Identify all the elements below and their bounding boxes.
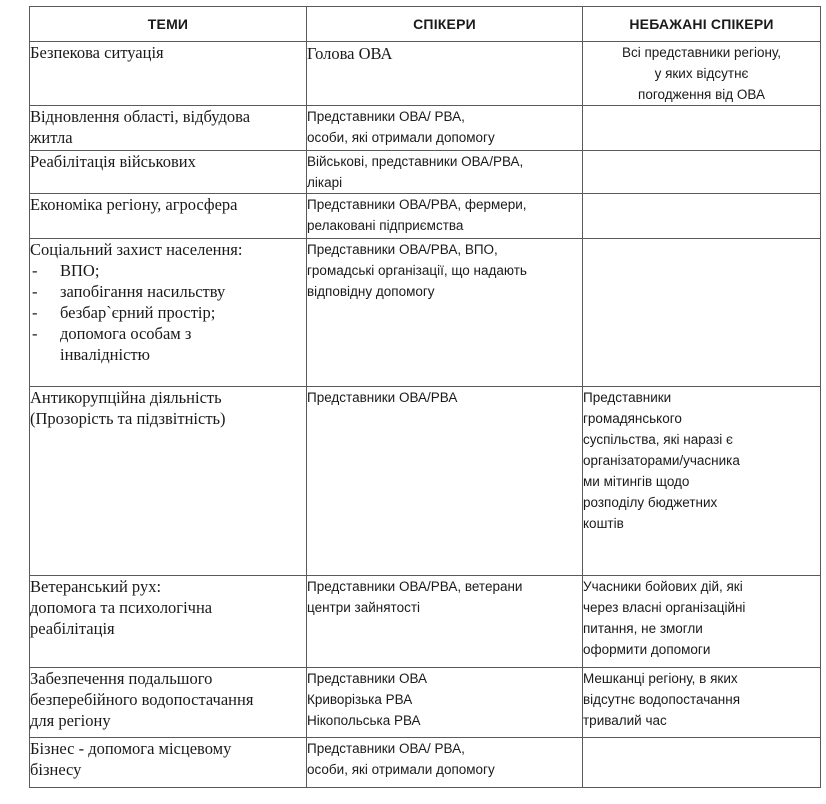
topic-cell	[30, 668, 307, 738]
topic-list-item-text: допомога особам з	[60, 324, 192, 343]
unwanted-speaker-text: Всі представники регіону,	[621, 45, 782, 60]
unwanted-speaker-text: через власні організаційні	[583, 600, 746, 615]
topic-text: допомога та психологічна	[30, 598, 213, 617]
speaker-text: Голова ОВА	[307, 44, 393, 63]
table-row	[30, 106, 821, 151]
topic-cell	[30, 576, 307, 668]
topic-text: (Прозорість та підзвітність)	[30, 409, 226, 428]
unwanted-speakers-cell	[583, 387, 821, 576]
unwanted-speakers-cell	[583, 151, 821, 194]
list-dash: -	[32, 261, 38, 280]
unwanted-speakers-cell	[583, 668, 821, 738]
topic-text: Соціальний захист населення:	[30, 240, 243, 259]
unwanted-speaker-text: тривалий час	[583, 713, 667, 728]
topic-text: Антикорупційна діяльність	[30, 388, 222, 407]
speaker-text: релаковані підприємства	[307, 218, 464, 233]
speaker-text: відповідну допомогу	[307, 284, 435, 299]
speaker-text: громадські організації, що надають	[307, 263, 527, 278]
topic-sublist	[30, 260, 306, 365]
speakers-cell	[307, 239, 583, 387]
speaker-text: Криворізька РВА	[307, 692, 413, 707]
header-topics: ТЕМИ	[30, 7, 307, 42]
topic-list-item-text: інвалідністю	[60, 345, 150, 364]
table-body	[30, 42, 821, 788]
unwanted-speakers-cell	[583, 738, 821, 788]
unwanted-speaker-text: організаторами/учасника	[583, 453, 740, 468]
speaker-text: особи, які отримали допомогу	[307, 762, 495, 777]
unwanted-speakers-cell	[583, 42, 821, 106]
topic-cell	[30, 239, 307, 387]
speaker-text: Представники ОВА	[307, 671, 428, 686]
unwanted-speakers-cell	[583, 106, 821, 151]
topic-list-item	[30, 323, 306, 365]
topic-cell	[30, 106, 307, 151]
speakers-cell	[307, 106, 583, 151]
unwanted-speaker-text: оформити допомоги	[583, 642, 711, 657]
table-row	[30, 387, 821, 576]
table-row	[30, 738, 821, 788]
table-row	[30, 42, 821, 106]
topic-list-item	[30, 260, 306, 281]
speakers-cell	[307, 738, 583, 788]
topic-text: бізнесу	[30, 760, 82, 779]
topic-cell	[30, 738, 307, 788]
topic-cell	[30, 151, 307, 194]
speaker-text: Представники ОВА/ РВА,	[307, 741, 465, 756]
speaker-text: Представники ОВА/РВА, ВПО,	[307, 242, 498, 257]
unwanted-speaker-text: суспільства, які наразі є	[583, 432, 733, 447]
speaker-text: лікарі	[307, 175, 343, 190]
unwanted-speaker-text: громадянського	[583, 411, 682, 426]
topic-text: Ветеранський рух:	[30, 577, 162, 596]
unwanted-speaker-text: Мешканці регіону, в яких	[583, 671, 738, 686]
unwanted-speaker-text: коштів	[583, 516, 624, 531]
topic-list-item-text: ВПО;	[60, 261, 100, 280]
topic-text: Реабілітація військових	[30, 152, 196, 171]
unwanted-speakers-cell	[583, 239, 821, 387]
topic-text: Економіка регіону, агросфера	[30, 195, 238, 214]
table-row	[30, 151, 821, 194]
topic-text: Бізнес - допомога місцевому	[30, 739, 232, 758]
list-dash: -	[32, 282, 38, 301]
speakers-cell	[307, 42, 583, 106]
speaker-text: центри зайнятості	[307, 600, 421, 615]
topic-list-item	[30, 302, 306, 323]
table-row	[30, 239, 821, 387]
topic-cell	[30, 387, 307, 576]
list-dash: -	[32, 303, 38, 322]
unwanted-speaker-text: відсутнє водопостачання	[583, 692, 741, 707]
speakers-cell	[307, 668, 583, 738]
topic-list-item	[30, 281, 306, 302]
topic-text: Безпекова ситуація	[30, 43, 164, 62]
speaker-text: Військові, представники ОВА/РВА,	[307, 154, 524, 169]
topic-list-item-text: запобігання насильству	[60, 282, 226, 301]
table-row	[30, 668, 821, 738]
topic-text: реабілітація	[30, 619, 115, 638]
topic-cell	[30, 194, 307, 239]
speakers-table	[29, 6, 821, 788]
topic-text: Відновлення області, відбудова	[30, 107, 251, 126]
header-speakers: СПІКЕРИ	[307, 7, 583, 42]
speaker-text: Представники ОВА/ РВА,	[307, 109, 465, 124]
topic-text: для регіону	[30, 711, 111, 730]
speakers-cell	[307, 151, 583, 194]
topic-text: житла	[30, 128, 73, 147]
unwanted-speaker-text: у яких відсутнє	[654, 66, 749, 81]
speakers-cell	[307, 387, 583, 576]
speakers-cell	[307, 194, 583, 239]
speaker-text: Представники ОВА/РВА, ветерани	[307, 579, 523, 594]
unwanted-speakers-cell	[583, 194, 821, 239]
unwanted-speaker-text: Представники	[583, 390, 672, 405]
topic-list-item-text: безбар`єрний простір;	[60, 303, 216, 322]
table-row	[30, 194, 821, 239]
unwanted-speaker-text: питання, не змогли	[583, 621, 703, 636]
speakers-cell	[307, 576, 583, 668]
topic-text: Забезпечення подальшого	[30, 669, 213, 688]
topic-text: безперебійного водопостачання	[30, 690, 254, 709]
unwanted-speaker-text: погодження від ОВА	[638, 87, 765, 102]
speaker-text: Нікопольська РВА	[307, 713, 421, 728]
unwanted-speaker-text: Учасники бойових дій, які	[583, 579, 743, 594]
speaker-text: Представники ОВА/РВА	[307, 390, 458, 405]
header-row	[30, 7, 821, 42]
list-dash: -	[32, 324, 38, 343]
unwanted-speaker-text: розподілу бюджетних	[583, 495, 718, 510]
speaker-text: Представники ОВА/РВА, фермери,	[307, 197, 527, 212]
table-row	[30, 576, 821, 668]
topic-cell	[30, 42, 307, 106]
unwanted-speakers-cell	[583, 576, 821, 668]
speaker-text: особи, які отримали допомогу	[307, 130, 495, 145]
header-unwanted-speakers: НЕБАЖАНІ СПІКЕРИ	[583, 7, 821, 42]
unwanted-speaker-text: ми мітингів щодо	[583, 474, 690, 489]
